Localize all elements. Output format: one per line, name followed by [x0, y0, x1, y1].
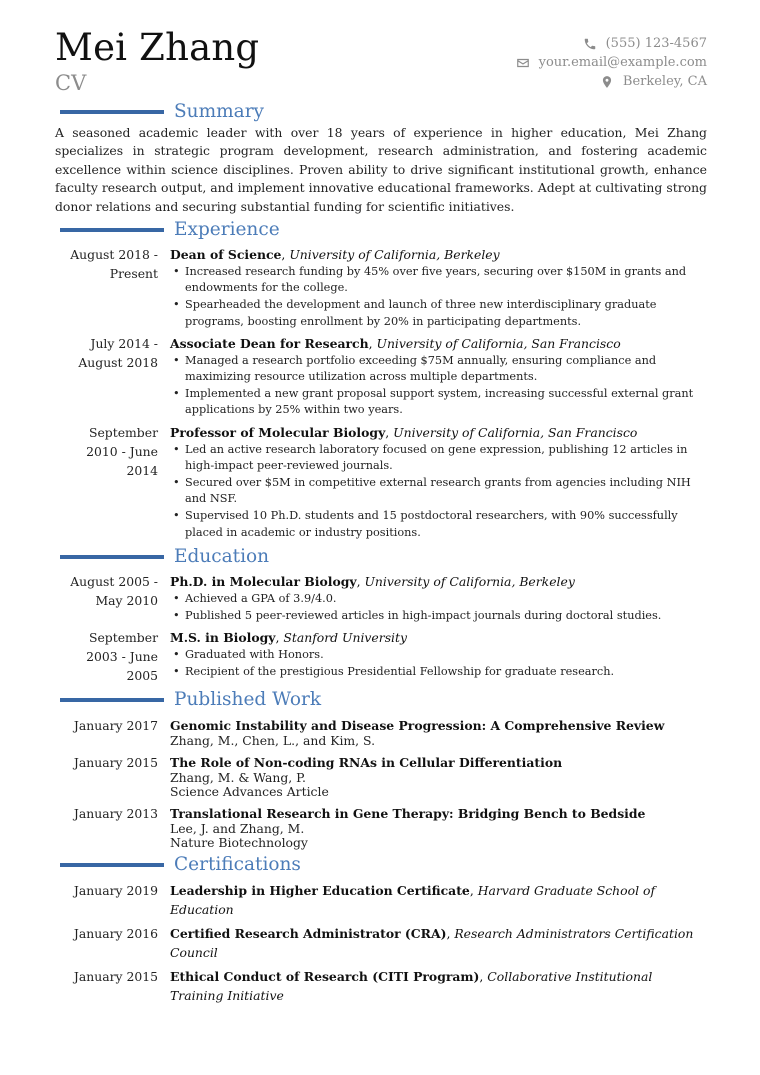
publication-date: January 2015 — [73, 755, 158, 771]
entry-role: Professor of Molecular Biology — [170, 424, 386, 440]
entry-date: September 2010 - June 2014 — [86, 424, 158, 478]
entry-body — [170, 245, 707, 331]
certification-body — [170, 881, 707, 919]
certification-issuer: Collaborative Institutional Training Initiative — [170, 969, 653, 1004]
section-bar — [60, 863, 164, 867]
certification — [55, 881, 707, 919]
contact-block — [516, 34, 707, 91]
certification-date: January 2015 — [73, 969, 158, 985]
certification-name: Ethical Conduct of Research (CITI Program) — [170, 969, 480, 985]
entry-role: Associate Dean for Research — [170, 335, 369, 351]
section-summary-heading — [55, 100, 707, 124]
entry — [55, 572, 707, 625]
section-title: Summary — [174, 101, 264, 122]
publication-body — [170, 754, 707, 799]
entry-title: Ph.D. in Molecular Biology, University of California, Berkeley — [170, 573, 575, 589]
bullet-list — [170, 647, 707, 680]
section-bar — [60, 698, 164, 702]
entry-organization: University of California, Berkeley — [364, 573, 575, 589]
bullet-item: • Implemented a new grant proposal support system, increasing successful external grant applications by 25% within two years. — [170, 386, 707, 418]
certification-issuer: Harvard Graduate School of Education — [170, 883, 656, 918]
phone-text[interactable]: (555) 123-4567 — [605, 36, 707, 51]
entry-body — [170, 628, 707, 685]
contact-phone — [516, 34, 707, 53]
entry — [55, 628, 707, 685]
publication-body — [170, 805, 707, 850]
entry-role: Dean of Science — [170, 247, 282, 263]
entry-body — [170, 572, 707, 625]
experience-list — [55, 245, 707, 542]
publication-date: January 2013 — [73, 806, 158, 822]
publication-title: Translational Research in Gene Therapy: Bridging Bench to Bedside — [170, 806, 646, 822]
section-title: Certifications — [174, 854, 301, 876]
entry-title: M.S. in Biology, Stanford University — [170, 630, 407, 646]
map-pin-icon — [600, 75, 614, 89]
certification-issuer: Research Administrators Certification Council — [170, 926, 694, 961]
entry-body — [170, 423, 707, 542]
bullet-list — [170, 591, 707, 624]
education-list — [55, 572, 707, 685]
certification-body — [170, 967, 707, 1005]
entry-organization: University of California, San Francisco — [393, 424, 638, 440]
publication-authors: Lee, J. and Zhang, M. — [170, 821, 305, 837]
entry-title: Professor of Molecular Biology, University of California, San Francisco — [170, 424, 638, 440]
section-published-heading — [55, 688, 707, 712]
publication-body — [170, 717, 707, 748]
entry-date: August 2005 - May 2010 — [70, 573, 158, 608]
certification-title: Certified Research Administrator (CRA), Research Administrators Certification Council — [170, 926, 694, 961]
certification — [55, 924, 707, 962]
entry-date: September 2003 - June 2005 — [86, 630, 158, 684]
published-list — [55, 717, 707, 850]
entry-title: Dean of Science, University of California, Berkeley — [170, 247, 500, 263]
section-title: Experience — [174, 219, 280, 241]
entry-organization: Stanford University — [283, 630, 407, 646]
bullet-item: • Published 5 peer-reviewed articles in high-impact journals during doctoral studies. — [170, 608, 707, 624]
section-education-heading — [55, 545, 707, 569]
contact-email — [516, 53, 707, 72]
entry — [55, 423, 707, 542]
entry-organization: University of California, San Francisco — [376, 335, 621, 351]
bullet-item: • Recipient of the prestigious Presidential Fellowship for graduate research. — [170, 664, 707, 680]
section-bar — [60, 228, 164, 232]
certification-name: Certified Research Administrator (CRA) — [170, 926, 447, 942]
bullet-item: • Supervised 10 Ph.D. students and 15 postdoctoral researchers, with 90% successfully placed in academic or industry positions. — [170, 508, 707, 540]
entry-date: August 2018 - Present — [70, 247, 158, 282]
section-bar — [60, 555, 164, 559]
certification-title: Leadership in Higher Education Certificate, Harvard Graduate School of Education — [170, 883, 656, 918]
email-link[interactable]: your.email@example.com — [538, 55, 707, 70]
certification-title: Ethical Conduct of Research (CITI Program), Collaborative Institutional Training Initiative — [170, 969, 653, 1004]
envelope-icon — [516, 56, 530, 70]
bullet-list — [170, 442, 707, 541]
section-title: Published Work — [174, 689, 322, 711]
section-experience-heading — [55, 218, 707, 242]
phone-icon — [583, 37, 597, 51]
section-bar — [60, 110, 164, 114]
publication-venue: Science Advances Article — [170, 784, 329, 800]
bullet-list — [170, 353, 707, 419]
certification — [55, 967, 707, 1005]
entry-body — [170, 334, 707, 420]
summary-text: A seasoned academic leader with over 18 years of experience in higher education, Mei Zhang specializes in strategic program development, research administration, and fostering academic excellence within science disciplines. Proven ability to drive significant institutional growth, enhance faculty research output, and implement innovative educational frameworks. Adept at cultivating strong donor relations and securing substantial funding for scientific initiatives. — [55, 125, 707, 214]
publication-authors: Zhang, M., Chen, L., and Kim, S. — [170, 733, 376, 749]
publication-authors: Zhang, M. & Wang, P. — [170, 770, 306, 786]
publication — [55, 717, 707, 748]
section-title: Education — [174, 545, 270, 567]
entry-role: M.S. in Biology — [170, 630, 276, 646]
entry-date: July 2014 - August 2018 — [78, 335, 158, 370]
publication — [55, 805, 707, 850]
certifications-list — [55, 881, 707, 1005]
certification-name: Leadership in Higher Education Certificate — [170, 883, 470, 899]
bullet-item: • Achieved a GPA of 3.9/4.0. — [170, 591, 707, 607]
publication-venue: Nature Biotechnology — [170, 835, 308, 851]
bullet-item: • Secured over $5M in competitive external research grants from agencies including NIH and NSF. — [170, 475, 707, 507]
bullet-item: • Led an active research laboratory focused on gene expression, publishing 12 articles in high-impact peer-reviewed journals. — [170, 442, 707, 474]
certification-date: January 2016 — [73, 926, 158, 942]
contact-location — [516, 72, 707, 91]
header — [55, 0, 707, 100]
bullet-list — [170, 264, 707, 330]
entry — [55, 334, 707, 420]
person-name: Mei Zhang — [55, 26, 260, 69]
document-title: CV — [55, 71, 87, 95]
entry-title: Associate Dean for Research, University of California, San Francisco — [170, 335, 621, 351]
bullet-item: • Graduated with Honors. — [170, 647, 707, 663]
certification-date: January 2019 — [73, 883, 158, 899]
publication-date: January 2017 — [73, 718, 158, 734]
certification-body — [170, 924, 707, 962]
entry-organization: University of California, Berkeley — [289, 247, 500, 263]
entry — [55, 245, 707, 331]
cv-page — [55, 0, 707, 1005]
publication-title: Genomic Instability and Disease Progression: A Comprehensive Review — [170, 718, 665, 734]
publication — [55, 754, 707, 799]
publication-title: The Role of Non-coding RNAs in Cellular Differentiation — [170, 755, 563, 771]
bullet-item: • Managed a research portfolio exceeding $75M annually, ensuring compliance and maximizing resource utilization across multiple departments. — [170, 353, 707, 385]
section-certifications-heading — [55, 853, 707, 877]
bullet-item: • Increased research funding by 45% over five years, securing over $150M in grants and endowments for the college. — [170, 264, 707, 296]
bullet-item: • Spearheaded the development and launch of three new interdisciplinary graduate programs, boosting enrollment by 20% in participating departments. — [170, 297, 707, 329]
entry-role: Ph.D. in Molecular Biology — [170, 573, 357, 589]
location-text: Berkeley, CA — [622, 74, 707, 89]
